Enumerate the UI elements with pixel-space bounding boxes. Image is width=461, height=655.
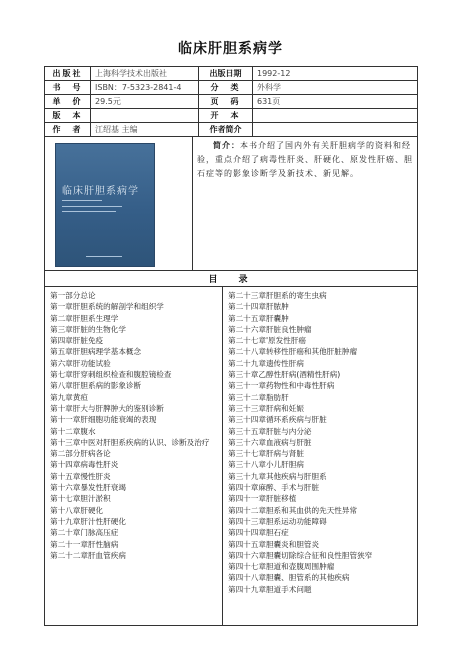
page-title: 临床肝胆系病学 — [178, 41, 283, 57]
catalog-entry: 第一部分总论 — [50, 291, 96, 300]
pages-label: 页 码 — [199, 95, 253, 108]
author-value: 江绍基 主编 — [91, 123, 199, 136]
cover-summary-row — [45, 137, 417, 271]
cover-rule — [62, 211, 116, 212]
catalog-entry: 第十章肝大与肝脾肿大的鉴别诊断 — [50, 403, 164, 413]
catalog-left-column — [45, 287, 223, 625]
catalog-entry: 第三十六章血液病与肝脏 — [228, 437, 312, 447]
catalog-entry: 第三十九章其他疾病与肝胆系 — [228, 471, 327, 481]
cover-title: 临床肝胆系病学 — [62, 186, 139, 197]
author-intro-value — [253, 123, 417, 136]
edition-value — [91, 109, 199, 122]
catalog-entry: 第四十六章胆囊切除综合征和良性胆管狭窄 — [228, 550, 373, 560]
catalog-entry: 第二十二章肝血管疾病 — [50, 550, 126, 560]
format-label: 开 本 — [199, 109, 253, 122]
catalog-entry: 第二十八章转移性肝癌和其他肝脏肿瘤 — [228, 347, 358, 357]
catalog-entry: 第二十三章肝胆系的寄生虫病 — [228, 291, 327, 300]
catalog-entry: 第二十章门脉高压症 — [50, 528, 119, 538]
catalog-entry: 第三十章乙醇性肝病(酒精性肝病) — [228, 370, 341, 380]
cover-rule — [86, 256, 122, 257]
catalog-entry: 第三十四章循环系疾病与肝脏 — [228, 415, 327, 425]
catalog-entry: 第四十九章胆道手术问题 — [228, 584, 312, 594]
catalog-entry: 第二十五章肝囊肿 — [228, 313, 289, 323]
catalog-entry: 第三十三章肝病和妊娠 — [228, 403, 304, 413]
catalog-entry: 第四十三章胆系运动功能障碍 — [228, 516, 327, 526]
catalog-entry: 第四十五章胆囊炎和胆管炎 — [228, 539, 320, 549]
catalog-entry: 第十八章肝硬化 — [50, 505, 104, 515]
catalog-entry: 第八章肝胆系病的影象诊断 — [50, 381, 142, 391]
book-info-sheet — [44, 66, 418, 626]
book-no-label: 书 号 — [45, 81, 91, 94]
info-row-price — [45, 95, 417, 109]
publisher-label: 出版社 — [45, 67, 91, 80]
catalog-entry: 第四十二章胆系和其血供的先天性异常 — [228, 505, 358, 515]
catalog-entry: 第十四章病毒性肝炎 — [50, 460, 119, 470]
edition-label: 版 本 — [45, 109, 91, 122]
catalog-entry: 第二章肝胆系生理学 — [50, 313, 119, 323]
summary-label: 简介： — [213, 141, 240, 150]
info-row-isbn — [45, 81, 417, 95]
date-value: 1992-12 — [257, 69, 291, 78]
catalog-entry: 第四十章麻醉、手术与肝脏 — [228, 483, 320, 493]
catalog-entry: 第二十一章肝性脑病 — [50, 539, 119, 549]
cover-cell — [45, 137, 193, 270]
catalog-entry: 第四章肝脏免疫 — [50, 336, 104, 346]
book-summary — [197, 139, 413, 181]
catalog-entry: 第七章肝穿刺组织检查和腹腔镜检查 — [50, 370, 172, 380]
pages-value: 631页 — [257, 97, 281, 106]
catalog-entry: 第四十八章胆囊、胆管系的其他疾病 — [228, 573, 350, 583]
catalog-entry: 第三十八章小儿肝胆病 — [228, 460, 304, 470]
catalog-body — [45, 287, 417, 625]
info-row-author — [45, 123, 417, 137]
catalog-entry: 第三十五章肝脏与内分泌 — [228, 426, 312, 436]
catalog-entry: 第五章肝胆病理学基本概念 — [50, 347, 142, 357]
catalog-entry: 第二十七章'原发性肝癌 — [228, 336, 307, 346]
catalog-entry: 第三十二章脂肪肝 — [228, 392, 289, 402]
author-label: 作 者 — [45, 123, 91, 136]
info-row-publisher — [45, 67, 417, 81]
category-label: 分 类 — [199, 81, 253, 94]
price-value: 29.5元 — [91, 95, 199, 108]
catalog-heading-row — [45, 271, 417, 287]
publisher-value: 上海科学技术出版社 — [91, 67, 199, 80]
catalog-entry: 第一章肝胆系统的解剖学和组织学 — [50, 302, 164, 312]
format-value — [253, 109, 417, 122]
catalog-entry: 第四十四章胆石症 — [228, 528, 289, 538]
catalog-entry: 第六章肝功能试验 — [50, 358, 111, 368]
catalog-entry: 第十一章肝细胞功能衰竭的表现 — [50, 415, 157, 425]
catalog-entry: 第十五章慢性肝炎 — [50, 471, 111, 481]
catalog-entry: 第九章黄疸 — [50, 392, 88, 402]
book-cover-image — [55, 143, 155, 267]
catalog-entry: 第三十七章肝病与肾脏 — [228, 449, 304, 459]
catalog-right-column — [223, 287, 417, 625]
catalog-entry: 第十七章胆汁淤积 — [50, 494, 111, 504]
catalog-entry: 第十九章肝汁性肝硬化 — [50, 516, 126, 526]
catalog-entry: 第二十九章遗传性肝病 — [228, 358, 304, 368]
category-value: 外科学 — [257, 83, 281, 92]
catalog-entry: 第三十一章药物性和中毒性肝病 — [228, 381, 335, 391]
price-label: 单 价 — [45, 95, 91, 108]
info-row-edition — [45, 109, 417, 123]
cover-rule — [62, 200, 102, 201]
catalog-entry: 第二十四章肝脓肿 — [228, 302, 289, 312]
catalog-entry: 第十二章腹水 — [50, 426, 96, 436]
catalog-entry: 第十三章中医对肝胆系疾病的认识、诊断及治疗 — [50, 437, 210, 447]
catalog-entry: 第二十六章肝脏良性肿瘤 — [228, 324, 312, 334]
summary-text: 本书介绍了国内外有关肝胆病学的资料和经验，重点介绍了病毒性肝炎、肝硬化、原发性肝癌、胆石症等的影象诊断学及新技术、新见解。 — [197, 141, 413, 178]
catalog-entry: 第三章肝脏的生物化学 — [50, 324, 126, 334]
date-label: 出版日期 — [199, 67, 253, 80]
catalog-heading: 目 录 — [208, 275, 254, 285]
catalog-entry: 第十六章暴发性肝衰竭 — [50, 483, 126, 493]
catalog-entry: 第二部分肝病各论 — [50, 449, 111, 459]
catalog-entry: 第四十七章胆道和壶腹周围肿瘤 — [228, 562, 335, 572]
author-intro-label: 作者简介 — [199, 123, 253, 136]
cover-rule — [62, 206, 122, 207]
catalog-entry: 第四十一章肝脏移植 — [228, 494, 297, 504]
isbn-value: ISBN：7-5323-2841-4 — [91, 81, 199, 94]
